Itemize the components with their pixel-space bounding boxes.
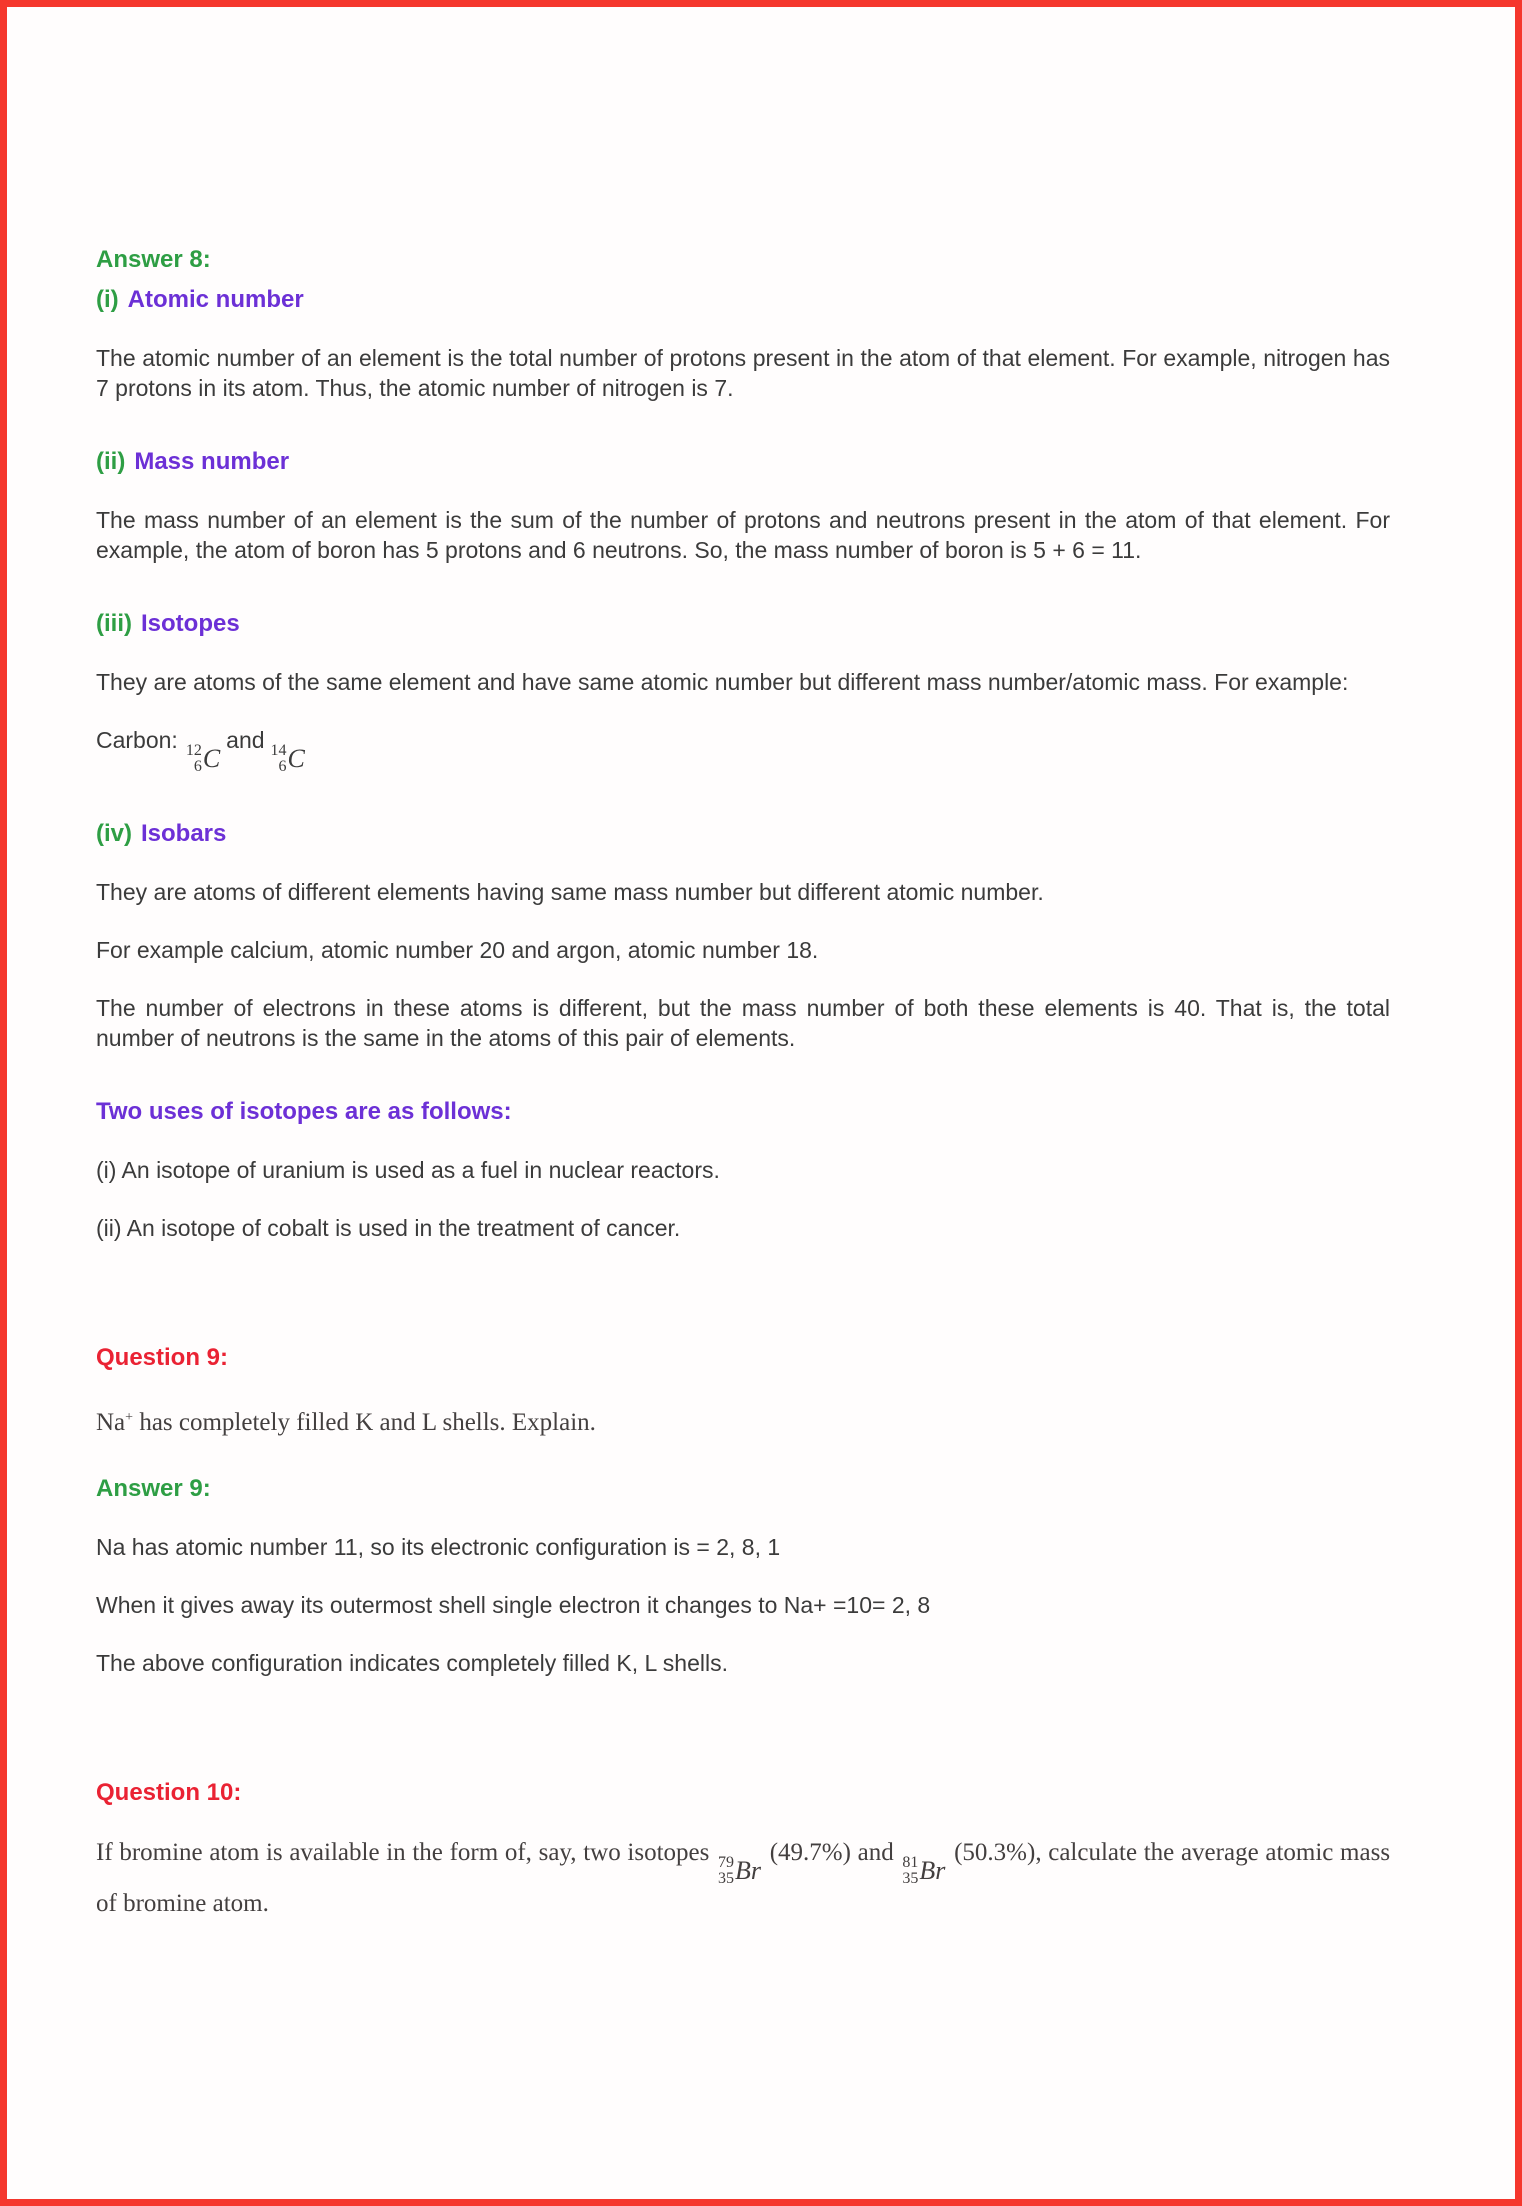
question9-sodium: Na — [96, 1409, 126, 1436]
answer9-paragraph-3: The above configuration indicates completely filled K, L shells. — [96, 1650, 728, 1676]
answer9-paragraph-1: Na has atomic number 11, so its electronic configuration is = 2, 8, 1 — [96, 1534, 781, 1560]
question10-body-mid: (49.7%) and — [769, 1839, 894, 1866]
carbon-12-atomic-number: 6 — [193, 758, 202, 775]
isobars-paragraph-3: The number of electrons in these atoms is different, but the mass number of both these elements is 40. That is, the total number of neutrons is the same in the atoms of this pair of elements. — [96, 995, 1390, 1051]
carbon-isotopes-line — [96, 725, 1390, 775]
section-ii-marker: (ii) — [96, 448, 126, 475]
section-i-title: Atomic number — [127, 286, 304, 313]
carbon-12-mass-number: 12 — [185, 742, 202, 759]
bromine-79-symbol: Br — [735, 1856, 762, 1885]
carbon-14-nuclide — [271, 743, 305, 775]
section-iv-title: Isobars — [141, 820, 227, 847]
answer9-paragraph-2: When it gives away its outermost shell single electron it changes to Na+ =10= 2, 8 — [96, 1592, 931, 1618]
section-iv-marker: (iv) — [96, 820, 132, 847]
isobars-paragraph-1: They are atoms of different elements having same mass number but different atomic number. — [96, 879, 1044, 905]
carbon-12-numbers — [186, 743, 202, 775]
question9-body-text: has completely filled K and L shells. Explain. — [139, 1409, 596, 1436]
bromine-81-mass-number: 81 — [902, 1854, 919, 1871]
question9-sodium-charge: + — [125, 1410, 134, 1425]
section-iii-title: Isotopes — [141, 610, 240, 637]
isotopes-paragraph: They are atoms of the same element and have same atomic number but different mass number/atomic mass. For example: — [96, 669, 1349, 695]
carbon-14-symbol: C — [287, 744, 305, 773]
question10-heading: Question 10: — [96, 1779, 242, 1806]
isotope-uses-heading: Two uses of isotopes are as follows: — [96, 1098, 512, 1125]
isobars-paragraph-2: For example calcium, atomic number 20 and argon, atomic number 18. — [96, 937, 819, 963]
carbon-12-nuclide — [186, 743, 220, 775]
carbon-14-mass-number: 14 — [270, 742, 287, 759]
mass-number-paragraph: The mass number of an element is the sum of the number of protons and neutrons present in the atom of that element. For example, the atom of boron has 5 protons and 6 neutrons. So, the mass number of boron is 5 + 6 = 11. — [96, 507, 1390, 563]
page-content — [7, 7, 1515, 1921]
carbon-conjunction: and — [226, 727, 265, 753]
question9-body — [96, 1401, 1390, 1440]
question10-body — [96, 1836, 1390, 1921]
carbon-12-symbol: C — [202, 744, 221, 773]
question10-body-suffix: (50.3%), calculate the average atomic mass of bromine atom. — [96, 1839, 1391, 1917]
isotope-use-cobalt: (ii) An isotope of cobalt is used in the treatment of cancer. — [96, 1215, 681, 1241]
section-ii-title: Mass number — [134, 448, 290, 475]
section-i-heading — [96, 285, 1390, 315]
answer9-heading: Answer 9: — [96, 1475, 211, 1502]
bromine-81-numbers — [902, 1855, 918, 1887]
carbon-14-numbers — [271, 743, 287, 775]
bromine-79-mass-number: 79 — [718, 1854, 735, 1871]
bromine-79-atomic-number: 35 — [718, 1870, 735, 1887]
section-iii-heading — [96, 609, 1390, 639]
atomic-number-paragraph: The atomic number of an element is the total number of protons present in the atom of that element. For example, nitrogen has 7 protons in its atom. Thus, the atomic number of nitrogen is 7. — [96, 345, 1390, 401]
carbon-14-atomic-number: 6 — [278, 758, 287, 775]
section-iv-heading — [96, 819, 1390, 849]
section-ii-heading — [96, 447, 1390, 477]
bromine-79-nuclide — [718, 1855, 761, 1887]
isotope-use-uranium: (i) An isotope of uranium is used as a fuel in nuclear reactors. — [96, 1157, 720, 1183]
bromine-81-symbol: Br — [919, 1856, 946, 1885]
section-i-marker: (i) — [96, 286, 119, 313]
question10-body-prefix: If bromine atom is available in the form of, say, two isotopes — [96, 1839, 710, 1866]
bromine-79-numbers — [718, 1855, 734, 1887]
question9-heading: Question 9: — [96, 1344, 229, 1371]
section-iii-marker: (iii) — [96, 610, 132, 637]
bromine-81-atomic-number: 35 — [902, 1870, 919, 1887]
answer8-heading: Answer 8: — [96, 246, 211, 273]
bromine-81-nuclide — [902, 1855, 945, 1887]
carbon-label: Carbon: — [96, 727, 178, 753]
